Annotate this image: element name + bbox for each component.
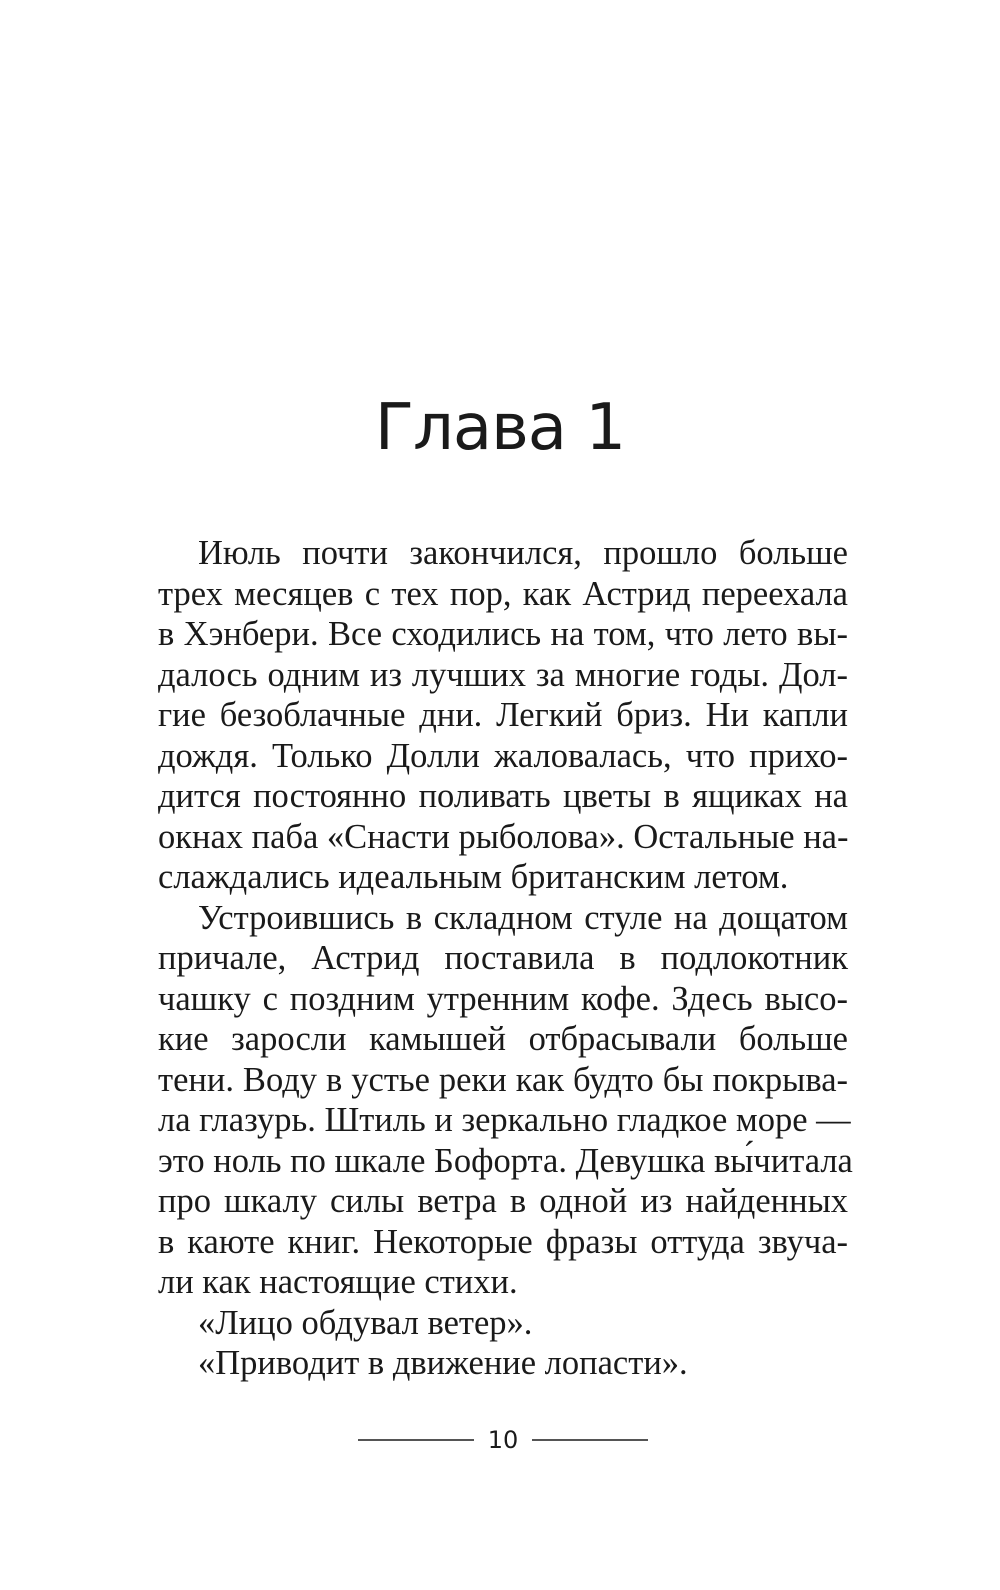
chapter-body (158, 533, 853, 1384)
text-line: окнах паба «Снасти рыболова». Остальные на- (158, 817, 849, 856)
text-line: Устроившись в складном стуле на дощатом (198, 898, 848, 937)
text-line: слаждались идеальным британским летом. (158, 858, 789, 896)
text-line: «Приводит в движение лопасти». (198, 1344, 688, 1382)
text-line: про шкалу силы ветра в одной из найденных (158, 1182, 848, 1220)
text-line: ла глазурь. Штиль и зеркально гладкое море — (158, 1101, 851, 1139)
footer-rule-left (358, 1439, 474, 1441)
text-line: это ноль по шкале Бофорта. Девушка вы́читала (158, 1141, 853, 1180)
text-line: далось одним из лучших за многие годы. Дол- (158, 655, 848, 694)
text-line: в Хэнбери. Все сходились на том, что лето вы- (158, 615, 848, 653)
text-line: дождя. Только Долли жаловалась, что прихо- (158, 736, 848, 775)
text-line: гие безоблачные дни. Легкий бриз. Ни капли (158, 696, 848, 734)
text-line: тени. Воду в устье реки как будто бы покрыва- (158, 1060, 848, 1099)
text-line: трех месяцев с тех пор, как Астрид переехала (158, 574, 848, 613)
page-footer (358, 1420, 648, 1460)
footer-rule-right (532, 1439, 648, 1441)
text-line: кие заросли камышей отбрасывали больше (158, 1020, 848, 1058)
text-line: «Лицо обдувал ветер». (198, 1303, 533, 1342)
chapter-title: Глава 1 (374, 391, 626, 465)
text-line: чашку с поздним утренним кофе. Здесь высо- (158, 979, 848, 1018)
text-line: причале, Астрид поставила в подлокотник (158, 939, 848, 977)
text-line: ли как настоящие стихи. (158, 1263, 518, 1301)
text-line: дится постоянно поливать цветы в ящиках на (158, 777, 848, 815)
page-number: 10 (487, 1426, 519, 1454)
text-line: Июль почти закончился, прошло больше (198, 534, 848, 572)
text-line: в каюте книг. Некоторые фразы оттуда звуча- (158, 1222, 848, 1261)
